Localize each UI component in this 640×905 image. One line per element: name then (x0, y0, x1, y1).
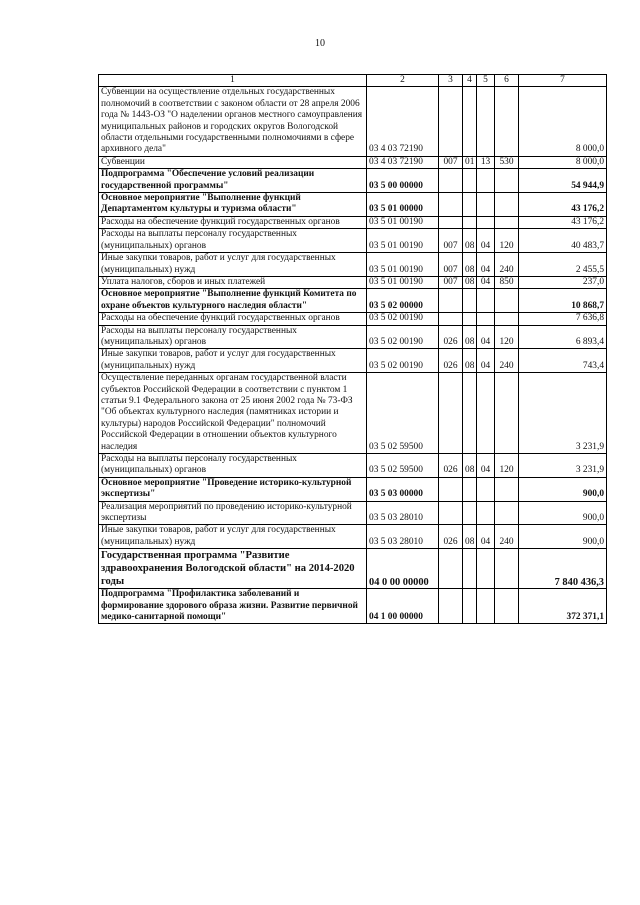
row-code: 03 5 01 00190 (367, 216, 439, 228)
row-amount: 372 371,1 (519, 589, 607, 624)
row-name: Основное мероприятие "Выполнение функций Департаментом культуры и туризма области" (99, 193, 367, 217)
row-col-5 (477, 87, 495, 156)
row-col-5: 04 (477, 229, 495, 253)
row-code: 04 1 00 00000 (367, 589, 439, 624)
table-row (99, 276, 607, 288)
row-col-6: 120 (495, 454, 519, 478)
row-col-5: 13 (477, 156, 495, 168)
row-col-5 (477, 477, 495, 501)
row-col-5: 04 (477, 253, 495, 277)
page-number: 10 (315, 38, 325, 49)
row-col-5 (477, 373, 495, 454)
row-col-5 (477, 169, 495, 193)
row-col-4 (463, 373, 477, 454)
row-col-5 (477, 193, 495, 217)
row-col-4: 08 (463, 276, 477, 288)
table-row (99, 193, 607, 217)
table-row (99, 373, 607, 454)
row-amount: 7 636,8 (519, 313, 607, 325)
row-amount: 3 231,9 (519, 454, 607, 478)
row-col-3 (439, 169, 463, 193)
row-amount: 900,0 (519, 525, 607, 549)
row-col-5: 04 (477, 525, 495, 549)
header-col-6: 6 (495, 75, 519, 87)
row-code: 03 5 02 00190 (367, 313, 439, 325)
row-code: 03 5 00 00000 (367, 169, 439, 193)
row-name: Осуществление переданных органам государственной власти субъектов Российской Федерации в соответствии с пунктом 1 статьи 9.1 Федерального закона от 25 июня 2002 года № 73-ФЗ "Об объектах культурного наследия (памятниках истории и культуры) народов Российской Федерации" полномочий Российской Федерации в отношении объектов культурного наследия (99, 373, 367, 454)
row-col-5 (477, 289, 495, 313)
row-col-4 (463, 501, 477, 525)
table-row (99, 156, 607, 168)
row-col-4: 08 (463, 229, 477, 253)
row-amount: 54 944,9 (519, 169, 607, 193)
row-col-5: 04 (477, 325, 495, 349)
table-row (99, 454, 607, 478)
table-row (99, 229, 607, 253)
row-code: 03 5 02 00000 (367, 289, 439, 313)
table-row (99, 349, 607, 373)
row-code: 03 5 02 59500 (367, 454, 439, 478)
row-col-6 (495, 216, 519, 228)
row-code: 03 5 02 00190 (367, 349, 439, 373)
table-row (99, 216, 607, 228)
row-col-3 (439, 289, 463, 313)
row-col-3 (439, 501, 463, 525)
header-col-2: 2 (367, 75, 439, 87)
row-amount: 900,0 (519, 501, 607, 525)
row-code: 03 4 03 72190 (367, 87, 439, 156)
row-col-3 (439, 313, 463, 325)
row-code: 04 0 00 00000 (367, 549, 439, 589)
header-col-1: 1 (99, 75, 367, 87)
budget-table (98, 74, 607, 624)
row-col-4 (463, 589, 477, 624)
table-row (99, 325, 607, 349)
table-row (99, 289, 607, 313)
row-code: 03 5 02 00190 (367, 325, 439, 349)
row-name: Расходы на обеспечение функций государственных органов (99, 313, 367, 325)
table-row (99, 549, 607, 589)
row-amount: 43 176,2 (519, 193, 607, 217)
table-row (99, 313, 607, 325)
row-col-3 (439, 87, 463, 156)
row-col-6 (495, 193, 519, 217)
row-col-6 (495, 477, 519, 501)
row-amount: 7 840 436,3 (519, 549, 607, 589)
row-col-6 (495, 313, 519, 325)
row-col-6 (495, 87, 519, 156)
row-name: Государственная программа "Развитие здравоохранения Вологодской области" на 2014-2020 годы (99, 549, 367, 589)
row-col-5 (477, 216, 495, 228)
row-amount: 40 483,7 (519, 229, 607, 253)
row-name: Подпрограмма "Профилактика заболеваний и формирование здорового образа жизни. Развитие первичной медико-санитарной помощи" (99, 589, 367, 624)
row-col-6: 530 (495, 156, 519, 168)
row-col-4 (463, 193, 477, 217)
row-col-4 (463, 87, 477, 156)
row-name: Расходы на обеспечение функций государственных органов (99, 216, 367, 228)
row-code: 03 5 03 00000 (367, 477, 439, 501)
row-name: Уплата налогов, сборов и иных платежей (99, 276, 367, 288)
row-amount: 237,0 (519, 276, 607, 288)
row-col-4: 08 (463, 525, 477, 549)
row-col-6 (495, 549, 519, 589)
row-col-6 (495, 589, 519, 624)
row-col-6: 240 (495, 525, 519, 549)
row-name: Иные закупки товаров, работ и услуг для государственных (муниципальных) нужд (99, 349, 367, 373)
row-col-6: 120 (495, 325, 519, 349)
row-name: Иные закупки товаров, работ и услуг для государственных (муниципальных) нужд (99, 253, 367, 277)
header-col-3: 3 (439, 75, 463, 87)
row-code: 03 5 01 00190 (367, 276, 439, 288)
row-code: 03 5 01 00000 (367, 193, 439, 217)
row-amount: 10 868,7 (519, 289, 607, 313)
row-code: 03 5 03 28010 (367, 501, 439, 525)
row-name: Основное мероприятие "Выполнение функций Комитета по охране объектов культурного наследия области" (99, 289, 367, 313)
header-row (99, 75, 607, 87)
row-col-4: 08 (463, 253, 477, 277)
row-name: Субвенции (99, 156, 367, 168)
row-col-6 (495, 289, 519, 313)
row-col-3 (439, 549, 463, 589)
header-col-7: 7 (519, 75, 607, 87)
row-amount: 8 000,0 (519, 87, 607, 156)
row-col-5 (477, 589, 495, 624)
row-col-6: 240 (495, 253, 519, 277)
row-col-6: 120 (495, 229, 519, 253)
row-col-3: 026 (439, 454, 463, 478)
row-col-5: 04 (477, 349, 495, 373)
row-col-6: 850 (495, 276, 519, 288)
row-col-3 (439, 193, 463, 217)
table-row (99, 589, 607, 624)
row-col-4: 01 (463, 156, 477, 168)
row-col-4 (463, 549, 477, 589)
row-col-6: 240 (495, 349, 519, 373)
table-row (99, 501, 607, 525)
row-col-5: 04 (477, 276, 495, 288)
row-amount: 743,4 (519, 349, 607, 373)
row-col-5 (477, 501, 495, 525)
row-name: Подпрограмма "Обеспечение условий реализации государственной программы" (99, 169, 367, 193)
row-col-4 (463, 289, 477, 313)
table-row (99, 169, 607, 193)
row-col-3: 026 (439, 325, 463, 349)
row-name: Расходы на выплаты персоналу государственных (муниципальных) органов (99, 454, 367, 478)
table-row (99, 253, 607, 277)
row-col-3: 007 (439, 156, 463, 168)
row-code: 03 5 02 59500 (367, 373, 439, 454)
row-amount: 900,0 (519, 477, 607, 501)
row-amount: 8 000,0 (519, 156, 607, 168)
row-name: Субвенции на осуществление отдельных государственных полномочий в соответствии с законом области от 28 апреля 2006 года № 1443-ОЗ "О наделении органов местного самоуправления муниципальных районов и городских округов Вологодской области отдельными государственными полномочиями в сфере архивного дела" (99, 87, 367, 156)
row-col-3: 007 (439, 229, 463, 253)
row-name: Иные закупки товаров, работ и услуг для государственных (муниципальных) нужд (99, 525, 367, 549)
row-col-4 (463, 216, 477, 228)
row-col-3 (439, 216, 463, 228)
row-col-4 (463, 477, 477, 501)
row-code: 03 4 03 72190 (367, 156, 439, 168)
row-col-6 (495, 373, 519, 454)
table-row (99, 477, 607, 501)
row-col-6 (495, 501, 519, 525)
row-name: Расходы на выплаты персоналу государственных (муниципальных) органов (99, 229, 367, 253)
row-col-4 (463, 169, 477, 193)
row-col-3: 026 (439, 525, 463, 549)
row-col-6 (495, 169, 519, 193)
header-col-5: 5 (477, 75, 495, 87)
row-amount: 2 455,5 (519, 253, 607, 277)
row-name: Расходы на выплаты персоналу государственных (муниципальных) органов (99, 325, 367, 349)
row-col-5 (477, 549, 495, 589)
row-code: 03 5 01 00190 (367, 253, 439, 277)
row-col-3 (439, 589, 463, 624)
row-code: 03 5 01 00190 (367, 229, 439, 253)
table-body (99, 87, 607, 624)
row-amount: 43 176,2 (519, 216, 607, 228)
row-col-5: 04 (477, 454, 495, 478)
row-col-5 (477, 313, 495, 325)
table-row (99, 525, 607, 549)
row-col-4: 08 (463, 349, 477, 373)
row-col-3 (439, 477, 463, 501)
row-amount: 6 893,4 (519, 325, 607, 349)
row-col-4 (463, 313, 477, 325)
table-row (99, 87, 607, 156)
row-col-3: 007 (439, 276, 463, 288)
row-name: Реализация мероприятий по проведению историко-культурной экспертизы (99, 501, 367, 525)
row-col-3: 026 (439, 349, 463, 373)
row-col-3: 007 (439, 253, 463, 277)
row-code: 03 5 03 28010 (367, 525, 439, 549)
row-col-3 (439, 373, 463, 454)
header-col-4: 4 (463, 75, 477, 87)
row-name: Основное мероприятие "Проведение историко-культурной экспертизы" (99, 477, 367, 501)
row-col-4: 08 (463, 454, 477, 478)
row-col-4: 08 (463, 325, 477, 349)
row-amount: 3 231,9 (519, 373, 607, 454)
